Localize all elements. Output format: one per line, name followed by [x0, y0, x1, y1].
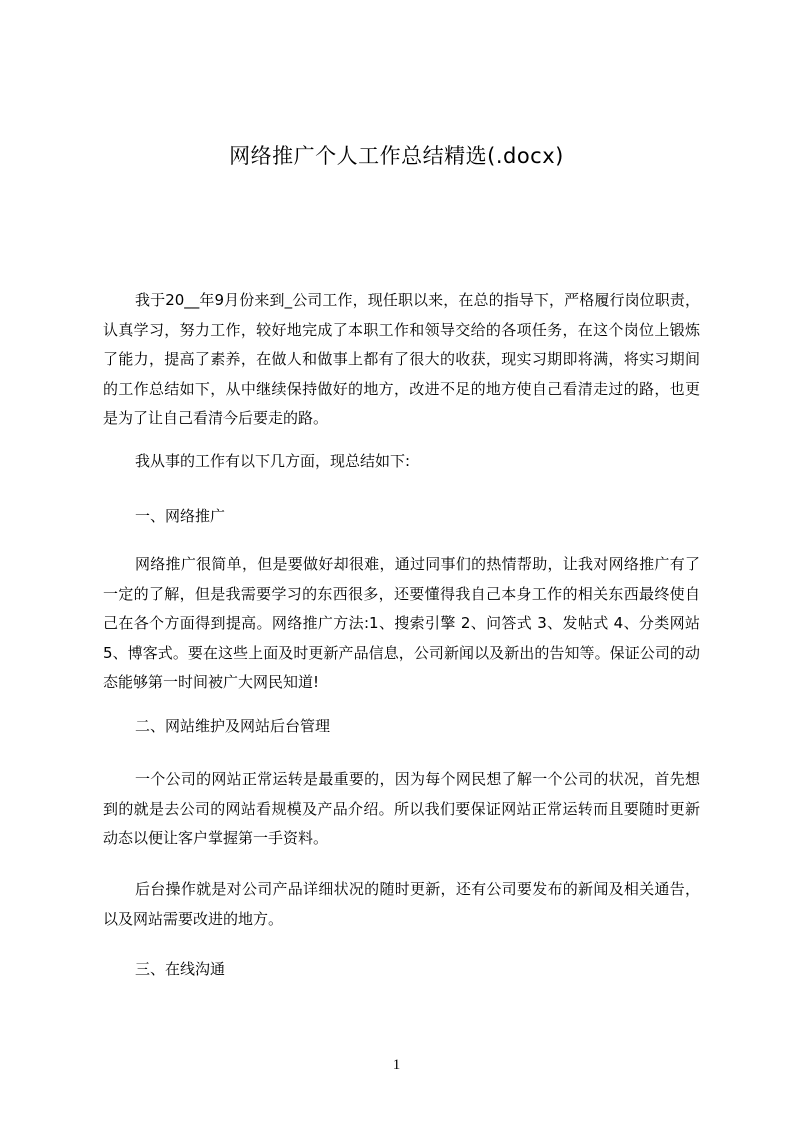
- intro-paragraph: 我于20__年9月份来到_公司工作，现任职以来，在总的指导下，严格履行岗位职责，认真学习，努力工作，较好地完成了本职工作和领导交给的各项任务，在这个岗位上锻炼了能力，提高了素养，在做人和做事上都有了很大的收获，现实习期即将满，将实习期间的工作总结如下，从中继续保持做好的地方，改进不足的地方使自己看清走过的路，也更是为了让自己看清今后要走的路。: [103, 291, 700, 427]
- section2-paragraph-2: 后台操作就是对公司产品详细状况的随时更新，还有公司要发布的新闻及相关通告，以及网站需要改进的地方。: [103, 880, 700, 928]
- section-heading-network-promotion: 一、网络推广: [135, 507, 226, 525]
- section-heading-website-maintenance: 二、网站维护及网站后台管理: [135, 717, 331, 735]
- lead-paragraph: 我从事的工作有以下几方面，现总结如下:: [135, 452, 411, 470]
- page-number: 1: [392, 1057, 401, 1073]
- document-title: 网络推广个人工作总结精选(.docx): [229, 144, 564, 168]
- section1-paragraph: 网络推广很简单，但是要做好却很难，通过同事们的热情帮助，让我对网络推广有了一定的了解，但是我需要学习的东西很多，还要懂得我自己本身工作的相关东西最终使自己在各个方面得到提高。网络推广方法:1、搜索引擎 2、问答式 3、发帖式 4、分类网站 5、博客式。要在这些上面及时更新产品信息，公司新闻以及新出的告知等。保证公司的动态能够第一时间被广大网民知道!: [103, 555, 700, 691]
- section-heading-online-communication: 三、在线沟通: [135, 960, 226, 978]
- section2-paragraph-1: 一个公司的网站正常运转是最重要的，因为每个网民想了解一个公司的状况，首先想到的就是去公司的网站看规模及产品介绍。所以我们要保证网站正常运转而且要随时更新动态以便让客户掌握第一手资料。: [103, 770, 700, 847]
